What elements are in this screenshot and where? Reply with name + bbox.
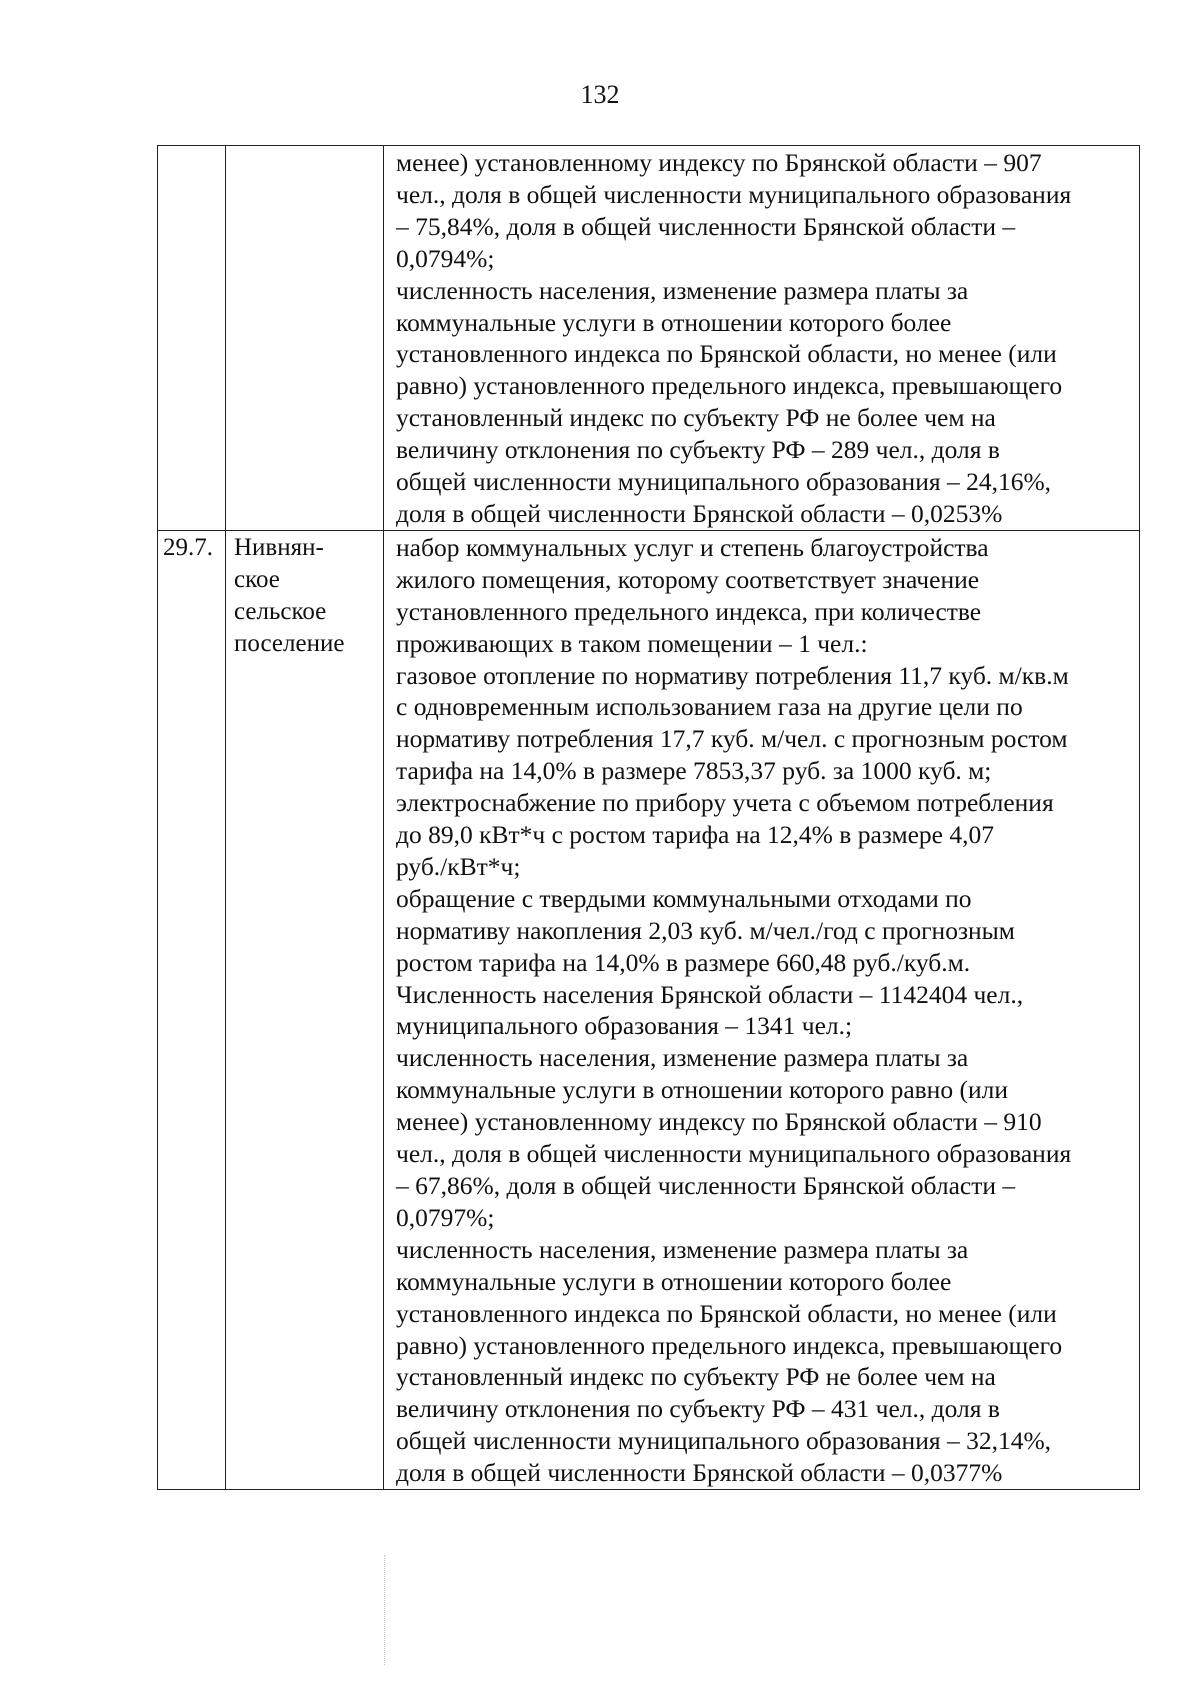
description-line: нормативу потребления 17,7 куб. м/чел. с прогнозным ростом xyxy=(396,724,1068,754)
description-line: величину отклонения по субъекту РФ – 289 чел., доля в xyxy=(396,435,1000,465)
description-line: ростом тарифа на 14,0% в размере 660,48 руб./куб.м. xyxy=(396,947,971,977)
description-line: с одновременным использованием газа на другие цели по xyxy=(396,692,1023,722)
description-line: руб./кВт*ч; xyxy=(396,851,521,881)
description-line: общей численности муниципального образования – 24,16%, xyxy=(396,467,1052,497)
description-cell xyxy=(384,530,1140,1489)
description-line: Численность населения Брянской области – 1142404 чел., xyxy=(396,979,1024,1009)
description-line: тарифа на 14,0% в размере 7853,37 руб. за 1000 куб. м; xyxy=(396,756,992,786)
description-line: величину отклонения по субъекту РФ – 431 чел., доля в xyxy=(396,1394,1000,1424)
description-line: – 75,84%, доля в общей численности Брянской области – xyxy=(396,211,1016,241)
description-line: до 89,0 кВт*ч с ростом тарифа на 12,4% в размере 4,07 xyxy=(396,820,995,850)
description-line: численность населения, изменение размера платы за xyxy=(396,1043,969,1073)
table-row xyxy=(158,530,1140,1489)
description-line: установленного индекса по Брянской области, но менее (или xyxy=(396,339,1057,369)
description-line: общей численности муниципального образования – 32,14%, xyxy=(396,1426,1052,1456)
description-line: равно) установленного предельного индекса, превышающего xyxy=(396,1330,1063,1360)
description-cell xyxy=(384,146,1140,531)
description-line: численность населения, изменение размера платы за xyxy=(396,1234,969,1264)
description-line: чел., доля в общей численности муниципального образования xyxy=(396,179,1072,209)
row-number-cell xyxy=(158,530,226,1489)
description-line: установленный индекс по субъекту РФ не более чем на xyxy=(396,1362,996,1392)
description-line: жилого помещения, которому соответствует значение xyxy=(396,564,980,594)
page-number: 132 xyxy=(580,80,620,109)
description-line: установленный индекс по субъекту РФ не более чем на xyxy=(396,403,996,433)
table-body xyxy=(158,146,1140,1490)
description-line: муниципального образования – 1341 чел.; xyxy=(396,1011,853,1041)
description-line: – 67,86%, доля в общей численности Брянской области – xyxy=(396,1171,1016,1200)
description-line: электроснабжение по прибору учета с объемом потребления xyxy=(396,788,1054,818)
scan-artifact xyxy=(384,1555,386,1665)
description-line: менее) установленному индексу по Брянской области – 907 xyxy=(396,148,1042,177)
description-line: 0,0797%; xyxy=(396,1202,495,1232)
description-line: доля в общей численности Брянской области – 0,0253% xyxy=(396,498,1003,528)
row-number: 29.7. xyxy=(163,533,213,561)
description-line: набор коммунальных услуг и степень благоустройства xyxy=(396,532,989,562)
municipality-name-cell xyxy=(226,146,384,531)
description-line: доля в общей численности Брянской области – 0,0377% xyxy=(396,1458,1003,1488)
description-line: менее) установленному индексу по Брянской области – 910 xyxy=(396,1107,1042,1137)
table-row xyxy=(158,146,1140,531)
document-table xyxy=(157,145,1140,1490)
description-line: 0,0794%; xyxy=(396,243,495,273)
municipality-name-cell xyxy=(226,530,384,1489)
description-line: нормативу накопления 2,03 куб. м/чел./год с прогнозным xyxy=(396,915,1015,945)
row-number-cell xyxy=(158,146,226,531)
municipality-name-line: сельское xyxy=(234,597,327,625)
municipality-name-line: ское xyxy=(234,565,280,593)
description-line: обращение с твердыми коммунальными отходами по xyxy=(396,883,972,913)
description-line: проживающих в таком помещении – 1 чел.: xyxy=(396,628,868,658)
description-line: коммунальные услуги в отношении которого равно (или xyxy=(396,1075,1008,1105)
municipality-name-line: поселение xyxy=(234,629,345,657)
description-line: установленного предельного индекса, при количестве xyxy=(396,596,982,626)
description-line: чел., доля в общей численности муниципального образования xyxy=(396,1139,1072,1169)
municipality-name-line: Нивнян- xyxy=(234,533,324,561)
description-line: коммунальные услуги в отношении которого более xyxy=(396,307,952,337)
description-line: численность населения, изменение размера платы за xyxy=(396,275,969,305)
description-line: газовое отопление по нормативу потребления 11,7 куб. м/кв.м xyxy=(396,660,1069,690)
description-line: равно) установленного предельного индекса, превышающего xyxy=(396,371,1063,401)
description-line: коммунальные услуги в отношении которого более xyxy=(396,1266,952,1296)
description-line: установленного индекса по Брянской области, но менее (или xyxy=(396,1298,1057,1328)
